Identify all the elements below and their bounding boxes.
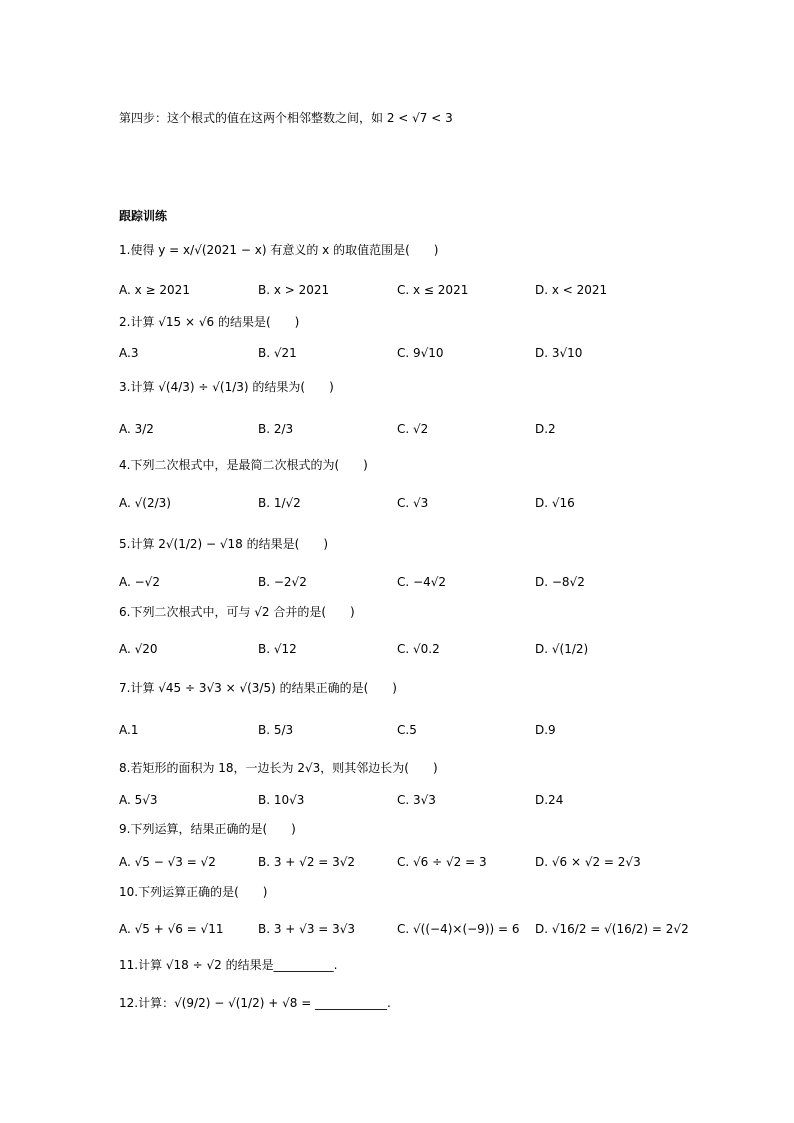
q3-option-b: B. 2/3: [258, 422, 294, 436]
q5-option-c: C. −4√2: [397, 575, 446, 589]
q8-option-b: B. 10√3: [258, 793, 305, 807]
q1-option-b: B. x > 2021: [258, 283, 330, 297]
q6-option-c: C. √0.2: [397, 642, 440, 656]
q7-option-c: C.5: [397, 723, 417, 737]
section-title: 跟踪训练: [119, 209, 168, 223]
q6-option-b: B. √12: [258, 642, 297, 656]
question-7-stem: 7.计算 √45 ÷ 3√3 × √(3/5) 的结果正确的是( ): [119, 681, 397, 695]
q2-option-a: A.3: [119, 346, 139, 360]
q6-option-a: A. √20: [119, 642, 158, 656]
q4-option-d: D. √16: [535, 496, 575, 510]
q2-option-d: D. 3√10: [535, 346, 583, 360]
question-3-stem: 3.计算 √(4/3) ÷ √(1/3) 的结果为( ): [119, 380, 334, 394]
q3-option-c: C. √2: [397, 422, 429, 436]
q10-option-a: A. √5 + √6 = √11: [119, 922, 224, 936]
question-8-stem: 8.若矩形的面积为 18，一边长为 2√3，则其邻边长为( ): [119, 761, 438, 775]
question-9-stem: 9.下列运算，结果正确的是( ): [119, 822, 296, 836]
q8-option-c: C. 3√3: [397, 793, 436, 807]
q1-option-a: A. x ≥ 2021: [119, 283, 190, 297]
q4-option-b: B. 1/√2: [258, 496, 301, 510]
question-6-stem: 6.下列二次根式中，可与 √2 合并的是( ): [119, 605, 355, 619]
question-5-stem: 5.计算 2√(1/2) − √18 的结果是( ): [119, 537, 328, 551]
q9-option-c: C. √6 ÷ √2 = 3: [397, 855, 487, 869]
q1-option-c: C. x ≤ 2021: [397, 283, 469, 297]
q10-option-b: B. 3 + √3 = 3√3: [258, 922, 356, 936]
q9-option-b: B. 3 + √2 = 3√2: [258, 855, 356, 869]
question-2-stem: 2.计算 √15 × √6 的结果是( ): [119, 315, 300, 329]
step4-text: 第四步：这个根式的值在这两个相邻整数之间，如 2 < √7 < 3: [119, 111, 453, 125]
q5-option-a: A. −√2: [119, 575, 160, 589]
q2-option-c: C. 9√10: [397, 346, 444, 360]
q2-option-b: B. √21: [258, 346, 297, 360]
q10-option-c: C. √((−4)×(−9)) = 6: [397, 922, 520, 936]
q7-option-d: D.9: [535, 723, 556, 737]
q6-option-d: D. √(1/2): [535, 642, 589, 656]
q3-option-d: D.2: [535, 422, 556, 436]
q9-option-a: A. √5 − √3 = √2: [119, 855, 216, 869]
q7-option-a: A.1: [119, 723, 139, 737]
q9-option-d: D. √6 × √2 = 2√3: [535, 855, 641, 869]
q4-option-a: A. √(2/3): [119, 496, 171, 510]
question-12-stem: 12.计算：√(9/2) − √(1/2) + √8 = ____________.: [119, 996, 391, 1010]
question-10-stem: 10.下列运算正确的是( ): [119, 885, 268, 899]
q1-option-d: D. x < 2021: [535, 283, 608, 297]
q8-option-a: A. 5√3: [119, 793, 158, 807]
question-1-stem: 1.使得 y = x/√(2021 − x) 有意义的 x 的取值范围是( ): [119, 243, 439, 257]
q3-option-a: A. 3/2: [119, 422, 154, 436]
q7-option-b: B. 5/3: [258, 723, 294, 737]
q8-option-d: D.24: [535, 793, 564, 807]
q5-option-b: B. −2√2: [258, 575, 307, 589]
q5-option-d: D. −8√2: [535, 575, 585, 589]
q4-option-c: C. √3: [397, 496, 429, 510]
q10-option-d: D. √16/2 = √(16/2) = 2√2: [535, 922, 689, 936]
question-11-stem: 11.计算 √18 ÷ √2 的结果是__________.: [119, 958, 338, 972]
question-4-stem: 4.下列二次根式中，是最简二次根式的为( ): [119, 458, 368, 472]
